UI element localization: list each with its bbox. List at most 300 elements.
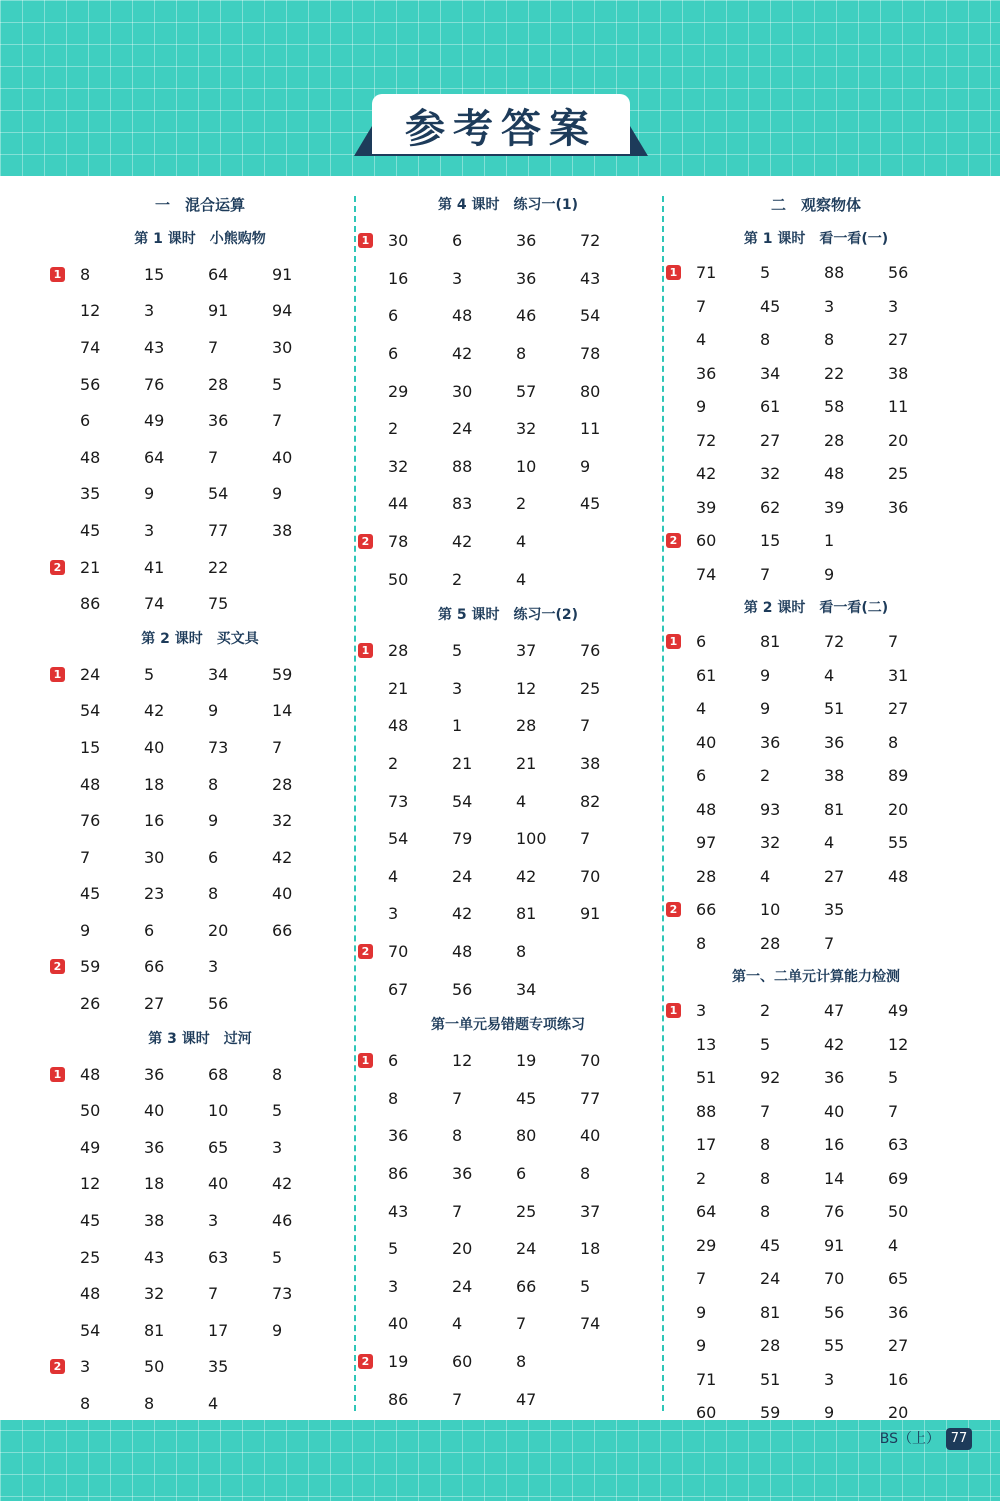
answer-value: 32 bbox=[516, 419, 537, 439]
answer-value: 56 bbox=[824, 1302, 845, 1322]
answer-value: 86 bbox=[388, 1163, 409, 1183]
answer-value: 81 bbox=[760, 632, 781, 652]
answer-value: 4 bbox=[696, 330, 707, 350]
answer-value: 42 bbox=[452, 344, 473, 364]
answer-column-1 bbox=[50, 188, 350, 1422]
question-number-badge: 2 bbox=[666, 533, 681, 548]
answer-value: 42 bbox=[452, 904, 473, 924]
answer-value: 9 bbox=[144, 484, 155, 504]
answer-row bbox=[666, 390, 966, 424]
question-marker bbox=[50, 560, 80, 575]
answer-value: 76 bbox=[580, 641, 601, 661]
answer-value: 8 bbox=[760, 1135, 771, 1155]
answer-value: 28 bbox=[696, 866, 717, 886]
answer-value: 38 bbox=[580, 754, 601, 774]
answer-value: 12 bbox=[516, 678, 537, 698]
answer-value: 28 bbox=[208, 374, 229, 394]
answer-value: 21 bbox=[388, 678, 409, 698]
answer-value: 8 bbox=[824, 330, 835, 350]
answer-row bbox=[666, 1195, 966, 1229]
answer-row bbox=[50, 766, 350, 803]
answer-row bbox=[666, 1329, 966, 1363]
answer-value: 88 bbox=[696, 1101, 717, 1121]
answer-value: 68 bbox=[208, 1064, 229, 1084]
answer-row bbox=[666, 625, 966, 659]
answer-value: 9 bbox=[760, 699, 771, 719]
question-marker bbox=[358, 944, 388, 959]
lesson-heading: 第 4 课时 练习一(1) bbox=[437, 197, 579, 213]
answer-row bbox=[50, 439, 350, 476]
answer-row bbox=[666, 927, 966, 961]
answer-value: 32 bbox=[388, 456, 409, 476]
question-number-badge: 1 bbox=[666, 1003, 681, 1018]
answer-value: 38 bbox=[272, 520, 293, 540]
answer-value: 62 bbox=[760, 497, 781, 517]
answer-row bbox=[666, 1162, 966, 1196]
answer-value: 61 bbox=[760, 397, 781, 417]
answer-row bbox=[50, 912, 350, 949]
title-banner bbox=[372, 94, 630, 156]
answer-value: 70 bbox=[580, 1051, 601, 1071]
answer-row bbox=[358, 260, 658, 298]
answer-value: 7 bbox=[208, 447, 219, 467]
answer-value: 10 bbox=[760, 900, 781, 920]
answer-row bbox=[666, 1363, 966, 1397]
answer-value: 47 bbox=[824, 1001, 845, 1021]
answer-value: 46 bbox=[272, 1211, 293, 1231]
question-marker bbox=[358, 643, 388, 658]
answer-row bbox=[666, 1028, 966, 1062]
answer-value: 8 bbox=[888, 732, 899, 752]
answer-value: 36 bbox=[388, 1126, 409, 1146]
answer-value: 27 bbox=[760, 430, 781, 450]
answer-value: 3 bbox=[208, 957, 219, 977]
question-number-badge: 2 bbox=[666, 902, 681, 917]
answer-value: 3 bbox=[272, 1137, 283, 1157]
answer-value: 74 bbox=[696, 564, 717, 584]
answer-value: 8 bbox=[760, 1168, 771, 1188]
answer-value: 36 bbox=[760, 732, 781, 752]
answer-value: 30 bbox=[144, 847, 165, 867]
answer-value: 35 bbox=[824, 900, 845, 920]
answer-value: 63 bbox=[888, 1135, 909, 1155]
answer-row bbox=[358, 372, 658, 410]
answer-value: 20 bbox=[888, 1403, 909, 1423]
answer-value: 8 bbox=[272, 1064, 283, 1084]
answer-value: 28 bbox=[272, 774, 293, 794]
answer-value: 42 bbox=[516, 866, 537, 886]
answer-value: 31 bbox=[888, 665, 909, 685]
question-number-badge: 2 bbox=[50, 560, 65, 575]
answer-row bbox=[358, 448, 658, 486]
answer-value: 14 bbox=[824, 1168, 845, 1188]
answer-value: 27 bbox=[888, 1336, 909, 1356]
answer-value: 48 bbox=[80, 1284, 101, 1304]
answer-value: 81 bbox=[144, 1320, 165, 1340]
answer-value: 40 bbox=[272, 447, 293, 467]
answer-row bbox=[666, 323, 966, 357]
question-marker bbox=[666, 1003, 696, 1018]
answer-value: 16 bbox=[888, 1369, 909, 1389]
answer-row bbox=[50, 839, 350, 876]
answer-row bbox=[50, 1312, 350, 1349]
answer-value: 7 bbox=[760, 564, 771, 584]
answer-value: 59 bbox=[760, 1403, 781, 1423]
answer-row bbox=[50, 802, 350, 839]
answer-value: 3 bbox=[452, 678, 463, 698]
answer-value: 20 bbox=[888, 799, 909, 819]
answer-value: 35 bbox=[208, 1357, 229, 1377]
answer-value: 38 bbox=[144, 1211, 165, 1231]
answer-value: 6 bbox=[208, 847, 219, 867]
answer-value: 24 bbox=[80, 664, 101, 684]
answer-value: 64 bbox=[208, 264, 229, 284]
page-title: 参考答案 bbox=[405, 105, 597, 152]
answer-value: 86 bbox=[80, 594, 101, 614]
answer-value: 22 bbox=[208, 557, 229, 577]
question-marker bbox=[666, 533, 696, 548]
answer-value: 7 bbox=[208, 1284, 219, 1304]
answer-column-3 bbox=[666, 188, 966, 1430]
answer-value: 34 bbox=[516, 979, 537, 999]
answer-value: 7 bbox=[696, 1269, 707, 1289]
answer-value: 21 bbox=[516, 754, 537, 774]
answer-value: 9 bbox=[824, 1403, 835, 1423]
answer-value: 43 bbox=[580, 268, 601, 288]
answer-value: 26 bbox=[80, 994, 101, 1014]
answer-value: 6 bbox=[388, 1051, 399, 1071]
answer-row bbox=[50, 876, 350, 913]
answer-value: 3 bbox=[388, 1276, 399, 1296]
answer-value: 3 bbox=[888, 296, 899, 316]
answer-value: 2 bbox=[388, 754, 399, 774]
unit-heading: 二 观察物体 bbox=[770, 196, 861, 214]
answer-value: 7 bbox=[580, 829, 591, 849]
answer-row bbox=[50, 1092, 350, 1129]
answer-value: 6 bbox=[388, 344, 399, 364]
answer-row bbox=[50, 402, 350, 439]
answer-value: 48 bbox=[824, 464, 845, 484]
answer-value: 89 bbox=[888, 766, 909, 786]
lesson-heading: 第一、二单元计算能力检测 bbox=[732, 969, 900, 985]
answer-value: 36 bbox=[452, 1163, 473, 1183]
answer-row bbox=[666, 826, 966, 860]
answer-value: 9 bbox=[696, 1336, 707, 1356]
answer-value: 65 bbox=[888, 1269, 909, 1289]
answer-row bbox=[666, 759, 966, 793]
answer-row bbox=[50, 949, 350, 986]
answer-value: 81 bbox=[760, 1302, 781, 1322]
answer-value: 7 bbox=[888, 1101, 899, 1121]
answer-row bbox=[358, 1343, 658, 1381]
question-number-badge: 2 bbox=[358, 534, 373, 549]
answer-value: 10 bbox=[516, 456, 537, 476]
answer-row bbox=[358, 782, 658, 820]
answer-row bbox=[666, 994, 966, 1028]
answer-value: 48 bbox=[80, 774, 101, 794]
answer-value: 50 bbox=[888, 1202, 909, 1222]
answer-row bbox=[666, 793, 966, 827]
answer-value: 50 bbox=[144, 1357, 165, 1377]
answer-value: 6 bbox=[696, 632, 707, 652]
answer-row bbox=[50, 512, 350, 549]
answer-row bbox=[50, 476, 350, 513]
answer-value: 28 bbox=[516, 716, 537, 736]
question-number-badge: 2 bbox=[50, 959, 65, 974]
answer-value: 7 bbox=[696, 296, 707, 316]
answer-row bbox=[666, 491, 966, 525]
answer-value: 7 bbox=[208, 337, 219, 357]
answer-value: 30 bbox=[388, 231, 409, 251]
answer-value: 50 bbox=[80, 1101, 101, 1121]
answer-row bbox=[50, 1239, 350, 1276]
answer-value: 5 bbox=[580, 1276, 591, 1296]
answer-value: 59 bbox=[272, 664, 293, 684]
answer-value: 16 bbox=[388, 268, 409, 288]
answer-value: 51 bbox=[824, 699, 845, 719]
answer-row bbox=[666, 726, 966, 760]
answer-value: 21 bbox=[452, 754, 473, 774]
answer-value: 36 bbox=[888, 1302, 909, 1322]
answer-value: 64 bbox=[144, 447, 165, 467]
lesson-heading: 第 2 课时 看一看(二) bbox=[743, 600, 889, 616]
answer-value: 100 bbox=[516, 829, 547, 849]
lesson-heading: 第 1 课时 看一看(一) bbox=[743, 231, 889, 247]
answer-value: 40 bbox=[272, 884, 293, 904]
answer-row bbox=[50, 366, 350, 403]
answer-value: 9 bbox=[208, 701, 219, 721]
answer-value: 58 bbox=[824, 397, 845, 417]
answer-value: 3 bbox=[208, 1211, 219, 1231]
answer-row bbox=[666, 424, 966, 458]
answer-value: 6 bbox=[144, 920, 155, 940]
question-marker bbox=[358, 1354, 388, 1369]
answer-value: 11 bbox=[888, 397, 909, 417]
answer-value: 7 bbox=[80, 847, 91, 867]
answer-value: 64 bbox=[696, 1202, 717, 1222]
answer-value: 9 bbox=[80, 920, 91, 940]
answer-value: 7 bbox=[452, 1389, 463, 1409]
answer-value: 78 bbox=[580, 344, 601, 364]
answer-value: 79 bbox=[452, 829, 473, 849]
answer-value: 8 bbox=[760, 330, 771, 350]
answer-row bbox=[666, 659, 966, 693]
answer-value: 21 bbox=[80, 557, 101, 577]
answer-value: 7 bbox=[760, 1101, 771, 1121]
question-number-badge: 2 bbox=[358, 1354, 373, 1369]
answer-value: 32 bbox=[272, 811, 293, 831]
answer-value: 24 bbox=[452, 866, 473, 886]
answer-value: 80 bbox=[516, 1126, 537, 1146]
answer-value: 56 bbox=[452, 979, 473, 999]
answer-row bbox=[50, 985, 350, 1022]
answer-value: 65 bbox=[208, 1137, 229, 1157]
answer-value: 71 bbox=[696, 1369, 717, 1389]
answer-value: 42 bbox=[272, 847, 293, 867]
answer-value: 29 bbox=[696, 1235, 717, 1255]
answer-value: 30 bbox=[452, 381, 473, 401]
answer-value: 70 bbox=[580, 866, 601, 886]
lesson-heading: 第 5 课时 练习一(2) bbox=[437, 606, 579, 623]
lesson-heading: 第 2 课时 买文具 bbox=[141, 630, 259, 647]
answer-value: 8 bbox=[80, 1394, 91, 1414]
answer-value: 28 bbox=[388, 641, 409, 661]
answer-value: 40 bbox=[388, 1314, 409, 1334]
answer-value: 41 bbox=[144, 557, 165, 577]
answer-value: 48 bbox=[452, 941, 473, 961]
answer-row bbox=[50, 1166, 350, 1203]
answer-value: 27 bbox=[824, 866, 845, 886]
answer-value: 8 bbox=[388, 1088, 399, 1108]
answer-value: 2 bbox=[452, 569, 463, 589]
answer-row bbox=[358, 1042, 658, 1080]
answer-row bbox=[666, 1262, 966, 1296]
answer-row bbox=[50, 329, 350, 366]
answer-value: 7 bbox=[824, 933, 835, 953]
answer-row bbox=[50, 1349, 350, 1386]
answer-value: 32 bbox=[760, 464, 781, 484]
answer-value: 56 bbox=[888, 263, 909, 283]
answer-row bbox=[666, 1296, 966, 1330]
answer-value: 3 bbox=[144, 301, 155, 321]
answer-value: 40 bbox=[824, 1101, 845, 1121]
answer-value: 37 bbox=[516, 641, 537, 661]
question-marker bbox=[50, 1067, 80, 1082]
answer-value: 7 bbox=[888, 632, 899, 652]
answer-value: 45 bbox=[580, 494, 601, 514]
footer-band bbox=[0, 1420, 1000, 1501]
answer-value: 7 bbox=[452, 1201, 463, 1221]
question-marker bbox=[50, 667, 80, 682]
answer-value: 1 bbox=[824, 531, 835, 551]
question-marker bbox=[666, 902, 696, 917]
answer-value: 36 bbox=[824, 1068, 845, 1088]
answer-value: 93 bbox=[760, 799, 781, 819]
answer-value: 6 bbox=[388, 306, 399, 326]
answer-value: 73 bbox=[388, 791, 409, 811]
question-marker bbox=[50, 1359, 80, 1374]
answer-row bbox=[50, 1056, 350, 1093]
answer-row bbox=[358, 410, 658, 448]
answer-value: 73 bbox=[208, 737, 229, 757]
answer-value: 19 bbox=[388, 1351, 409, 1371]
answer-value: 3 bbox=[824, 1369, 835, 1389]
answer-row bbox=[666, 1128, 966, 1162]
answer-value: 36 bbox=[696, 363, 717, 383]
question-number-badge: 1 bbox=[358, 233, 373, 248]
answer-value: 15 bbox=[144, 264, 165, 284]
answer-value: 40 bbox=[144, 1101, 165, 1121]
answer-value: 34 bbox=[760, 363, 781, 383]
answer-value: 72 bbox=[580, 231, 601, 251]
answer-value: 4 bbox=[388, 866, 399, 886]
answer-value: 50 bbox=[388, 569, 409, 589]
answer-value: 91 bbox=[272, 264, 293, 284]
answer-value: 19 bbox=[516, 1051, 537, 1071]
answer-value: 3 bbox=[144, 520, 155, 540]
answer-value: 54 bbox=[80, 1320, 101, 1340]
question-number-badge: 1 bbox=[358, 643, 373, 658]
answer-value: 74 bbox=[80, 337, 101, 357]
answer-value: 76 bbox=[824, 1202, 845, 1222]
answer-value: 3 bbox=[388, 904, 399, 924]
answer-value: 88 bbox=[452, 456, 473, 476]
answer-value: 5 bbox=[452, 641, 463, 661]
answer-row bbox=[50, 693, 350, 730]
column-divider bbox=[662, 196, 664, 1411]
answer-value: 51 bbox=[760, 1369, 781, 1389]
answer-row bbox=[50, 1385, 350, 1422]
answer-value: 35 bbox=[80, 484, 101, 504]
answer-value: 48 bbox=[452, 306, 473, 326]
answer-value: 2 bbox=[760, 1001, 771, 1021]
answer-value: 40 bbox=[696, 732, 717, 752]
answer-value: 7 bbox=[516, 1314, 527, 1334]
answer-value: 81 bbox=[824, 799, 845, 819]
answer-value: 36 bbox=[208, 411, 229, 431]
answer-value: 45 bbox=[760, 1235, 781, 1255]
answer-value: 74 bbox=[580, 1314, 601, 1334]
answer-value: 54 bbox=[388, 829, 409, 849]
question-marker bbox=[50, 959, 80, 974]
answer-value: 2 bbox=[516, 494, 527, 514]
answer-value: 37 bbox=[580, 1201, 601, 1221]
answer-value: 77 bbox=[208, 520, 229, 540]
answer-value: 55 bbox=[824, 1336, 845, 1356]
answer-value: 20 bbox=[452, 1239, 473, 1259]
answer-value: 27 bbox=[144, 994, 165, 1014]
answer-value: 4 bbox=[452, 1314, 463, 1334]
question-number-badge: 1 bbox=[50, 267, 65, 282]
answer-row bbox=[358, 670, 658, 708]
answer-value: 40 bbox=[580, 1126, 601, 1146]
answer-value: 23 bbox=[144, 884, 165, 904]
answer-value: 4 bbox=[516, 532, 527, 552]
answer-row bbox=[666, 558, 966, 592]
answer-value: 12 bbox=[888, 1034, 909, 1054]
answer-value: 46 bbox=[516, 306, 537, 326]
answer-row bbox=[358, 1117, 658, 1155]
question-number-badge: 2 bbox=[50, 1359, 65, 1374]
answer-value: 8 bbox=[760, 1202, 771, 1222]
answer-row bbox=[358, 1267, 658, 1305]
answer-value: 5 bbox=[388, 1239, 399, 1259]
answer-value: 17 bbox=[696, 1135, 717, 1155]
answer-value: 48 bbox=[696, 799, 717, 819]
answer-row bbox=[50, 585, 350, 622]
column-divider bbox=[354, 196, 356, 1411]
answer-value: 24 bbox=[760, 1269, 781, 1289]
answer-value: 83 bbox=[452, 494, 473, 514]
answer-value: 9 bbox=[580, 456, 591, 476]
question-number-badge: 1 bbox=[666, 634, 681, 649]
answer-value: 4 bbox=[888, 1235, 899, 1255]
answer-value: 70 bbox=[388, 941, 409, 961]
answer-value: 18 bbox=[144, 774, 165, 794]
answer-value: 42 bbox=[144, 701, 165, 721]
answer-value: 5 bbox=[272, 1247, 283, 1267]
answer-value: 9 bbox=[696, 1302, 707, 1322]
answer-row bbox=[666, 524, 966, 558]
answer-value: 12 bbox=[80, 1174, 101, 1194]
answer-value: 51 bbox=[696, 1068, 717, 1088]
answer-value: 91 bbox=[208, 301, 229, 321]
answer-value: 20 bbox=[208, 920, 229, 940]
answer-value: 24 bbox=[452, 1276, 473, 1296]
question-number-badge: 1 bbox=[666, 265, 681, 280]
answer-value: 70 bbox=[824, 1269, 845, 1289]
answer-value: 48 bbox=[80, 1064, 101, 1084]
